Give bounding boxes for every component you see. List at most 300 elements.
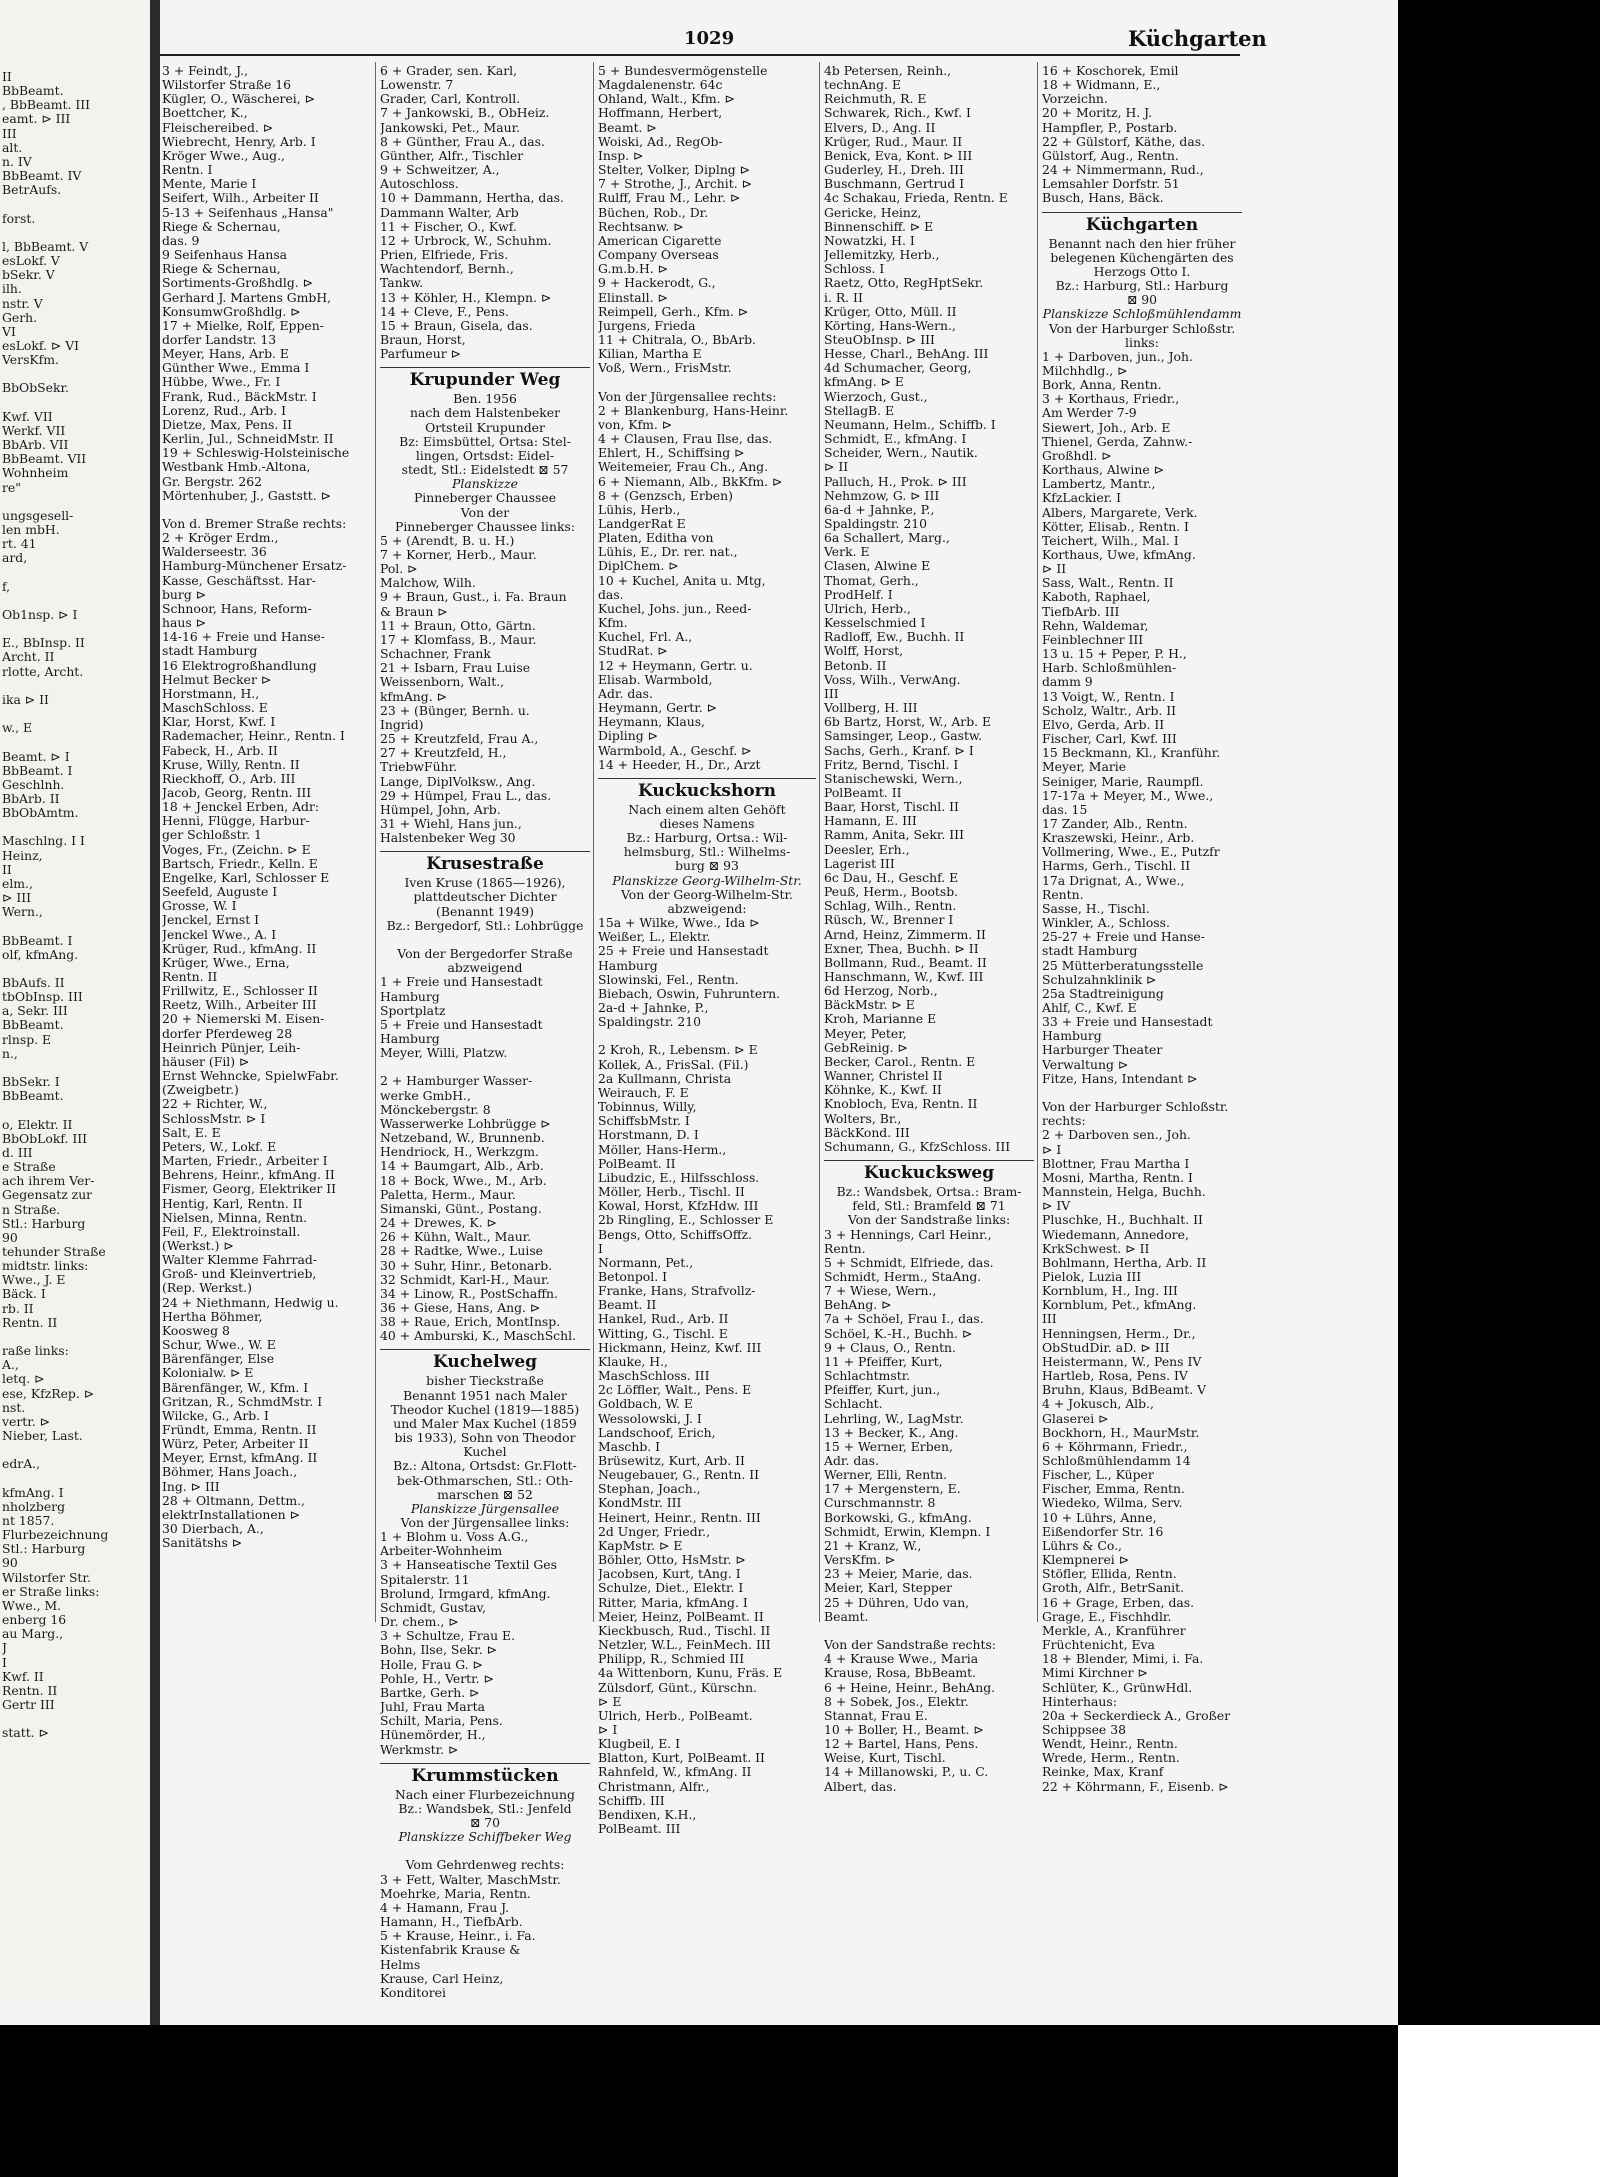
directory-line: nst. [2, 1400, 26, 1415]
section-note-line: lingen, Ortsdst: Eidel- [415, 448, 555, 463]
running-head: Küchgarten [1128, 26, 1267, 51]
directory-line: ger Schloßstr. 1 [162, 828, 262, 843]
directory-line: das. 9 [162, 233, 200, 248]
directory-line [824, 1624, 1034, 1638]
directory-line: 2 + Darboven sen., Joh. [1042, 1128, 1191, 1143]
directory-line: Arnd, Heinz, Zimmerm. II [824, 927, 986, 942]
directory-line: (Zweigbetr.) [162, 1083, 239, 1098]
directory-line: 13 Voigt, W., Rentn. I [1042, 689, 1175, 704]
directory-line: Guderley, H., Dreh. III [824, 163, 964, 178]
directory-line: ⊳ I [1042, 1142, 1062, 1157]
directory-line: Rehn, Waldemar, [1042, 618, 1149, 633]
directory-line: n Straße. [2, 1202, 61, 1217]
directory-line: Insp. ⊳ [598, 148, 644, 163]
directory-line: statt. ⊳ [2, 1726, 49, 1741]
directory-line: Wilcke, G., Arb. I [162, 1408, 269, 1423]
directory-line: Company Overseas [598, 248, 719, 263]
directory-line: 18 + Widmann, E., [1042, 78, 1161, 93]
section-note-line: Planskizze Jürgensallee [410, 1501, 560, 1516]
directory-line: Lührs & Co., [1042, 1538, 1122, 1553]
directory-line: Verk. E [824, 545, 870, 560]
directory-line: 6d Herzog, Norb., [824, 984, 938, 999]
directory-line [2, 367, 148, 381]
directory-line: Lühis, Herb., [598, 502, 681, 517]
directory-line: BbBeamt. IV [2, 169, 82, 184]
directory-line: Curschmannstr. 8 [824, 1496, 936, 1511]
directory-line: 7a + Schöel, Frau I., das. [824, 1312, 984, 1327]
directory-line: Brolund, Irmgard, kfmAng. [380, 1586, 551, 1601]
directory-line: VersKfm. ⊳ [824, 1553, 896, 1568]
directory-line: Jurgens, Frieda [598, 318, 696, 333]
section-note-line: Iven Kruse (1865—1926), [404, 876, 566, 891]
directory-line: Pol. ⊳ [380, 562, 418, 577]
directory-line: Gritzan, R., SchmdMstr. I [162, 1394, 323, 1409]
directory-line: Jenckel, Ernst I [162, 913, 260, 928]
directory-line: 3 + Hanseatische Textil Ges [380, 1558, 557, 1573]
section-intro [824, 1185, 1034, 1227]
directory-line: 16 + Koschorek, Emil [1042, 64, 1179, 78]
directory-line: Rentn. II [162, 970, 218, 984]
directory-line: Grosse, W. I [162, 899, 237, 914]
directory-line: Schöel, K.-H., Buchh. ⊳ [824, 1326, 973, 1341]
directory-line: Merkle, A., Kranführer [1042, 1623, 1186, 1638]
directory-line: Adr. das. [824, 1454, 879, 1468]
directory-line: Hamburg [380, 989, 440, 1004]
directory-line: Jacob, Georg, Rentn. III [162, 785, 312, 800]
section-note-line: Theodor Kuchel (1819—1885) [390, 1402, 580, 1417]
directory-line: BbBeamt. I [2, 933, 73, 948]
directory-line: ilh. [2, 282, 22, 297]
directory-line: 29 + Hümpel, Frau L., das. [380, 788, 552, 803]
directory-line: 25a Stadtreinigung [1042, 986, 1164, 1001]
directory-line: 25 + Kreutzfeld, Frau A., [380, 732, 539, 747]
directory-line: stadt Hamburg [162, 644, 258, 659]
directory-line: Gülstorf, Aug., Rentn. [1042, 148, 1179, 163]
directory-line: Mosni, Martha, Rentn. I [1042, 1170, 1193, 1185]
directory-line: Simanski, Günt., Postang. [380, 1201, 542, 1216]
directory-line: ProdHelf. I [824, 587, 893, 602]
section-note-line: Von der [460, 505, 510, 520]
directory-line: Blottner, Frau Martha I [1042, 1156, 1190, 1171]
section-note-line: ⊠ 70 [469, 1815, 501, 1830]
directory-line: Schippsee 38 [1042, 1722, 1126, 1737]
directory-line: 3 + Feindt, J., [162, 64, 249, 78]
directory-line: Peters, W., Lokf. E [162, 1139, 277, 1154]
directory-line: Klar, Horst, Kwf. I [162, 715, 276, 730]
directory-line: 9 Seifenhaus Hansa [162, 248, 288, 263]
directory-line: Spaldingstr. 210 [824, 517, 928, 531]
directory-line: 3 + Fett, Walter, MaschMstr. [380, 1872, 561, 1887]
section-intro [380, 876, 590, 975]
directory-line: KfzLackier. I [1042, 491, 1122, 506]
directory-line: Brüsewitz, Kurt, Arb. II [598, 1454, 745, 1468]
directory-line: ach ihrem Ver- [2, 1174, 95, 1189]
directory-line: Nehmzow, G. ⊳ III [824, 488, 940, 503]
directory-line: StudRat. ⊳ [598, 644, 668, 659]
directory-line: Vorzeichn. [1042, 92, 1108, 107]
directory-line: Adr. das. [598, 686, 653, 701]
directory-line: 11 + Pfeiffer, Kurt, [824, 1354, 943, 1369]
directory-line: forst. [2, 211, 36, 226]
directory-line: BbAufs. II [2, 976, 65, 990]
directory-line: Wwe., J. E [2, 1273, 66, 1288]
directory-line: 28 + Oltmann, Dettm., [162, 1493, 305, 1508]
directory-line: Thomat, Gerh., [824, 573, 919, 588]
directory-line: Tobinnus, Willy, [598, 1100, 697, 1115]
directory-line: Rentn. [824, 1241, 866, 1256]
directory-line: Netzler, W.L., FeinMech. III [598, 1638, 771, 1653]
directory-line: Rademacher, Heinr., Rentn. I [162, 729, 345, 744]
directory-line: 7 + Jankowski, B., ObHeiz. [380, 106, 550, 121]
directory-line: Kwf. VII [2, 409, 53, 424]
directory-line: 21 + Kranz, W., [824, 1538, 922, 1553]
directory-line: ese, KfzRep. ⊳ [2, 1386, 95, 1401]
directory-line: Rentn. [1042, 887, 1084, 902]
directory-line: 18 + Blender, Mimi, i. Fa. [1042, 1652, 1204, 1667]
directory-line: Mönckebergstr. 8 [380, 1102, 491, 1117]
directory-line: Stl.: Harburg [2, 1542, 86, 1557]
directory-line: Baar, Horst, Tischl. II [824, 800, 959, 815]
directory-line: Beamt. ⊳ I [2, 749, 70, 764]
section-entries [380, 1873, 590, 2000]
directory-line: PolBeamt. II [598, 1156, 676, 1171]
directory-line: Pielok, Luzia III [1042, 1269, 1142, 1284]
directory-line: Spaldingstr. 210 [598, 1015, 702, 1030]
directory-line: Prien, Elfriede, Fris. [380, 248, 509, 263]
directory-line: rechts: [1042, 1114, 1086, 1129]
directory-line: Möller, Hans-Herm., [598, 1142, 727, 1157]
directory-line: Stöfler, Ellida, Rentn. [1042, 1567, 1177, 1582]
section-note-line: Ben. 1956 [453, 392, 517, 407]
directory-line: Kötter, Elisab., Rentn. I [1042, 519, 1189, 534]
directory-line [598, 1029, 816, 1043]
directory-line: 22 + Gülstorf, Käthe, das. [1042, 134, 1206, 149]
section-note-line: Von der Jürgensallee links: [400, 1516, 570, 1530]
directory-line: Neugebauer, G., Rentn. II [598, 1468, 760, 1483]
directory-line: Schnoor, Hans, Reform- [162, 601, 312, 616]
directory-line: III [1042, 1312, 1057, 1327]
section-kuechgarten [1042, 212, 1242, 1794]
directory-line: 20 + Niemerski M. Eisen- [162, 1012, 325, 1027]
directory-line: Elinstall. ⊳ [598, 290, 668, 305]
directory-line: Kfm. [598, 616, 628, 631]
directory-line: 8 + Günther, Frau A., das. [380, 134, 545, 149]
directory-line: Meyer, Peter, [824, 1026, 907, 1041]
header-rule [160, 54, 1240, 56]
directory-line: Schilt, Maria, Pens. [380, 1714, 503, 1729]
directory-line: Sasse, H., Tischl. [1042, 901, 1150, 916]
directory-line: Lehrling, W., LagMstr. [824, 1411, 964, 1426]
section-title: Kuckuckshorn [638, 780, 776, 801]
column-4 [824, 64, 1034, 1798]
directory-line: BbBeamt. VII [2, 452, 87, 467]
directory-line: 14 + Baumgart, Alb., Arb. [380, 1159, 544, 1174]
section-note-line: Kuchel [463, 1445, 507, 1460]
directory-line: 16 + Grage, Erben, das. [1042, 1595, 1195, 1610]
directory-line [2, 679, 148, 693]
directory-line: Fleischereibed. ⊳ [162, 120, 274, 135]
directory-line: KonsumwGroßhdlg. ⊳ [162, 304, 301, 319]
directory-line: Fabeck, H., Arb. II [162, 743, 278, 758]
directory-line: Fitze, Hans, Intendant ⊳ [1042, 1071, 1198, 1086]
directory-line: 15a + Wilke, Wwe., Ida ⊳ [598, 916, 760, 931]
directory-line: 17 Zander, Alb., Rentn. [1042, 816, 1188, 831]
section-note-line: Planskizze Georg-Wilhelm-Str. [612, 873, 802, 888]
directory-line: 14-16 + Freie und Hanse- [162, 630, 325, 645]
directory-line: Pluschke, H., Buchhalt. II [1042, 1213, 1203, 1228]
section-entries [380, 534, 590, 845]
directory-line: 7 + Wiese, Wern., [824, 1284, 937, 1299]
directory-line: Feinblechner III [1042, 632, 1144, 647]
directory-line: Koosweg 8 [162, 1323, 230, 1338]
directory-line: Samsinger, Leop., Gastw. [824, 729, 983, 744]
directory-line: & Braun ⊳ [380, 604, 448, 619]
directory-line: G.m.b.H. ⊳ [598, 262, 669, 277]
directory-line: 20a + Seckerdieck A., Großer [1042, 1708, 1231, 1723]
directory-line: 17 + Mergenstern, E. [824, 1482, 961, 1497]
directory-line: 8 + Sobek, Jos., Elektr. [824, 1694, 969, 1709]
directory-line: Albert, das. [824, 1779, 897, 1794]
directory-line: PolBeamt. II [824, 785, 902, 800]
directory-line: Boettcher, K., [162, 106, 248, 121]
directory-line: Schmidt, Erwin, Klempn. I [824, 1524, 991, 1539]
directory-line: Grader, Carl, Kontroll. [380, 92, 521, 107]
directory-line: Schur, Wwe., W. E [162, 1338, 276, 1353]
directory-line: Krause, Rosa, BbBeamt. [824, 1666, 977, 1681]
directory-line: häuser (Fil) ⊳ [162, 1054, 250, 1069]
directory-line: au Marg., [2, 1627, 64, 1642]
directory-line: 10 + Lührs, Anne, [1042, 1510, 1157, 1525]
directory-line: Schmidt, E., kfmAng. I [824, 432, 967, 447]
directory-line: 15 + Braun, Gisela, das. [380, 318, 533, 333]
directory-line: Heistermann, W., Pens IV [1042, 1354, 1202, 1369]
directory-line: Kerlin, Jul., SchneidMstr. II [162, 432, 334, 447]
directory-line: StellagB. E [824, 403, 895, 418]
section-note-line [380, 1844, 590, 1858]
section-intro [598, 803, 816, 916]
directory-line: Günther Wwe., Emma I [162, 361, 310, 376]
directory-line: f, [2, 579, 11, 594]
section-kuchelweg [380, 1349, 590, 1756]
directory-line: 4 + Krause Wwe., Maria [824, 1652, 979, 1667]
directory-line: Krüger, Wwe., Erna, [162, 955, 290, 970]
directory-line: Neumann, Helm., Schiffb. I [824, 417, 996, 432]
column-5 [1042, 64, 1242, 1798]
directory-line: elm., [2, 876, 33, 891]
directory-line: Warmbold, A., Geschf. ⊳ [598, 743, 752, 758]
directory-line: 25 Mütterberatungsstelle [1042, 958, 1204, 973]
directory-line: Hankel, Rud., Arb. II [598, 1312, 729, 1327]
directory-line: BbBeamt. [2, 1089, 64, 1104]
directory-line: Rentn. II [2, 1683, 58, 1698]
directory-line: 11 + Chitrala, O., BbArb. [598, 332, 756, 347]
directory-line: Behrens, Heinr., kfmAng. II [162, 1168, 335, 1183]
directory-line: o, Elektr. II [2, 1117, 73, 1132]
directory-line: Jellemitzky, Herb., [824, 248, 940, 263]
directory-line [2, 735, 148, 749]
directory-line: Milchhdlg., ⊳ [1042, 363, 1128, 378]
directory-line: Braun, Horst, [380, 332, 466, 347]
directory-line: Hamburg [598, 958, 658, 973]
directory-line: Kuchel, Johs. jun., Reed- [598, 601, 752, 616]
directory-line [1042, 1086, 1242, 1100]
directory-line: ⊳ III [2, 891, 32, 906]
directory-line: Landschoof, Erich, [598, 1425, 716, 1440]
directory-line: Walderseestr. 36 [162, 545, 267, 560]
section-note-line [380, 933, 590, 947]
directory-line: 27 + Kreutzfeld, H., [380, 746, 507, 761]
section-title: Kuchelweg [432, 1352, 538, 1373]
directory-line: Groß- und Kleinvertrieb, [162, 1267, 317, 1282]
directory-line: Reichmuth, R. E [824, 92, 927, 107]
directory-line: Slowinski, Fel., Rentn. [598, 972, 739, 987]
directory-line: 5 + Krause, Heinr., i. Fa. [380, 1929, 536, 1944]
directory-line: LandgerRat E [598, 517, 686, 531]
directory-line: Scheider, Wern., Nautik. [824, 446, 978, 461]
directory-line: dorfer Landstr. 13 [162, 332, 277, 347]
directory-line: Köhnke, K., Kwf. II [824, 1083, 942, 1098]
directory-line: Harburger Theater [1042, 1043, 1163, 1058]
directory-line: Kornblum, H., Ing. III [1042, 1284, 1178, 1299]
directory-line [2, 1103, 148, 1117]
column-2 [380, 64, 590, 2004]
directory-line: 1 + Freie und Hansestadt [380, 975, 543, 990]
directory-line: dorfer Pferdeweg 28 [162, 1026, 293, 1041]
directory-line: Von der Sandstraße rechts: [824, 1638, 996, 1653]
directory-line: Clasen, Alwine E [824, 559, 931, 574]
section-note-line: bek-Othmarschen, Stl.: Oth- [396, 1473, 574, 1488]
directory-line: 6c Dau, H., Geschf. E [824, 870, 959, 885]
directory-line: BbBeamt. [2, 1018, 64, 1033]
directory-line: Binnenschiff. ⊳ E [824, 219, 934, 234]
directory-line: MaschSchloss. III [598, 1369, 710, 1384]
directory-line: Bohn, Ilse, Sekr. ⊳ [380, 1643, 497, 1658]
directory-line: Beamt. [824, 1609, 869, 1624]
directory-line: Rulff, Frau M., Lehr. ⊳ [598, 191, 741, 206]
directory-line: Seifert, Wilh., Arbeiter II [162, 191, 319, 206]
directory-line: 31 + Wiehl, Hans jun., [380, 816, 522, 831]
section-note-line: Bz.: Harburg, Stl.: Harburg [1055, 279, 1229, 294]
directory-line: Bärenfänger, W., Kfm. I [162, 1380, 309, 1395]
directory-line: E., BbInsp. II [2, 636, 85, 651]
directory-line: nholzberg [2, 1499, 66, 1514]
directory-line: Goldbach, W. E [598, 1397, 693, 1412]
directory-line: Lühis, E., Dr. rer. nat., [598, 545, 738, 560]
section-kuckucksweg [824, 1160, 1034, 1794]
directory-line: Christmann, Alfr., [598, 1779, 710, 1794]
section-krummstuecken [380, 1763, 590, 2000]
directory-line: Wern., [2, 905, 43, 920]
directory-line: Schwarek, Rich., Kwf. I [824, 106, 971, 121]
section-note-line: Pinneberger Chaussee [413, 491, 557, 506]
directory-line: 9 + Schweitzer, A., [380, 163, 500, 178]
directory-line: Sortiments-Großhdlg. ⊳ [162, 276, 314, 291]
directory-line: Heinert, Heinr., Rentn. III [598, 1510, 761, 1525]
directory-line: Kolonialw. ⊳ E [162, 1366, 254, 1381]
directory-line: das. 15 [1042, 802, 1088, 817]
directory-line: Heinz, [2, 848, 43, 863]
directory-line: PolBeamt. III [598, 1822, 681, 1837]
directory-line: 22 + Köhrmann, F., Eisenb. ⊳ [1042, 1779, 1229, 1794]
directory-line [2, 707, 148, 721]
directory-line: Lorenz, Rud., Arb. I [162, 403, 286, 418]
directory-line: Gerh. [2, 310, 38, 325]
directory-line: Bockhorn, H., MaurMstr. [1042, 1425, 1200, 1440]
directory-line: SteuObInsp. ⊳ III [824, 332, 935, 347]
directory-line: 6 + Heine, Heinr., BehAng. [824, 1680, 996, 1695]
directory-line: Ahlf, C., Kwf. E [1042, 1001, 1137, 1015]
directory-line: , BbBeamt. III [2, 98, 91, 113]
directory-line: Kasse, Geschäftsst. Har- [162, 573, 316, 588]
directory-line: Gr. Bergstr. 262 [162, 474, 263, 489]
directory-line: Gerhard J. Martens GmbH, [162, 290, 332, 305]
directory-line: 6a-d + Jahnke, P., [824, 502, 935, 517]
directory-line: Deesler, Erh., [824, 842, 910, 857]
directory-line: Rüsch, W., Brenner I [824, 913, 954, 928]
directory-line: Maschlng. I I [2, 834, 85, 849]
directory-line: Schloss. I [824, 262, 885, 277]
directory-line: Exner, Thea, Buchh. ⊳ II [824, 941, 979, 956]
directory-line: 3 + Hennings, Carl Heinr., [824, 1227, 992, 1242]
directory-line: 11 + Braun, Otto, Gärtn. [380, 618, 536, 633]
directory-line: Bäck. I [2, 1287, 46, 1302]
column-rule [1037, 62, 1038, 1622]
directory-line: Thienel, Gerda, Zahnw.- [1042, 434, 1193, 449]
directory-line: Hartleb, Rosa, Pens. IV [1042, 1369, 1188, 1384]
directory-line [380, 1060, 590, 1074]
directory-line: 6a Schallert, Marg., [824, 531, 950, 546]
directory-line: Flurbezeichnung [2, 1528, 109, 1543]
directory-line: i. R. II [824, 290, 863, 305]
directory-line: III [2, 126, 17, 141]
directory-line: Winkler, A., Schloss. [1042, 916, 1170, 931]
directory-line: Büchen, Rob., Dr. [598, 205, 709, 220]
directory-line: Sass, Walt., Rentn. II [1042, 576, 1174, 591]
directory-line: 4 + Clausen, Frau Ilse, das. [598, 432, 773, 447]
directory-line: 8 + (Genzsch, Erben) [598, 488, 733, 503]
directory-line: Borkowski, G., kfmAng. [824, 1510, 972, 1525]
directory-line: Voges, Fr., (Zeichn. ⊳ E [162, 842, 311, 857]
directory-line: Böhler, Otto, HsMstr. ⊳ [598, 1553, 746, 1568]
directory-line: 17 + Klomfass, B., Maur. [380, 632, 537, 647]
directory-line: 19 + Schleswig-Holsteinische [162, 446, 350, 461]
directory-line: 4 + Jokusch, Alb., [1042, 1397, 1154, 1412]
directory-line: Schloßmühlendamm 14 [1042, 1454, 1191, 1468]
directory-line: Kornblum, Pet., kfmAng. [1042, 1298, 1197, 1313]
directory-line: SchlossMstr. ⊳ I [162, 1111, 266, 1126]
directory-line: Hampfler, P., Postarb. [1042, 120, 1178, 135]
directory-line: Wiebrecht, Henry, Arb. I [162, 134, 316, 149]
directory-line: Bork, Anna, Rentn. [1042, 378, 1162, 393]
directory-line [2, 1330, 148, 1344]
directory-line: Kistenfabrik Krause & [380, 1943, 521, 1958]
directory-line [2, 396, 148, 410]
directory-line: Ehlert, H., Schiffsing ⊳ [598, 446, 745, 461]
directory-line: TiefbArb. III [1042, 604, 1120, 619]
directory-line: Wolters, Br., [824, 1111, 902, 1126]
directory-line: III [824, 686, 839, 701]
directory-line: Gertr III [2, 1697, 55, 1712]
directory-line: II [2, 70, 12, 84]
directory-line: Stanischewski, Wern., [824, 771, 963, 786]
directory-line: 30 + Suhr, Hinr., Betonarb. [380, 1258, 553, 1273]
directory-line: Becker, Carol., Rentn. E [824, 1054, 976, 1069]
directory-line: Ramm, Anita, Sekr. III [824, 828, 964, 843]
directory-line: 1 + Darboven, jun., Joh. [1042, 349, 1193, 364]
directory-line: 2d Unger, Friedr., [598, 1524, 711, 1539]
directory-line: Netzeband, W., Brunnenb. [380, 1131, 545, 1146]
directory-line: Jenckel Wwe., A. I [162, 927, 277, 942]
